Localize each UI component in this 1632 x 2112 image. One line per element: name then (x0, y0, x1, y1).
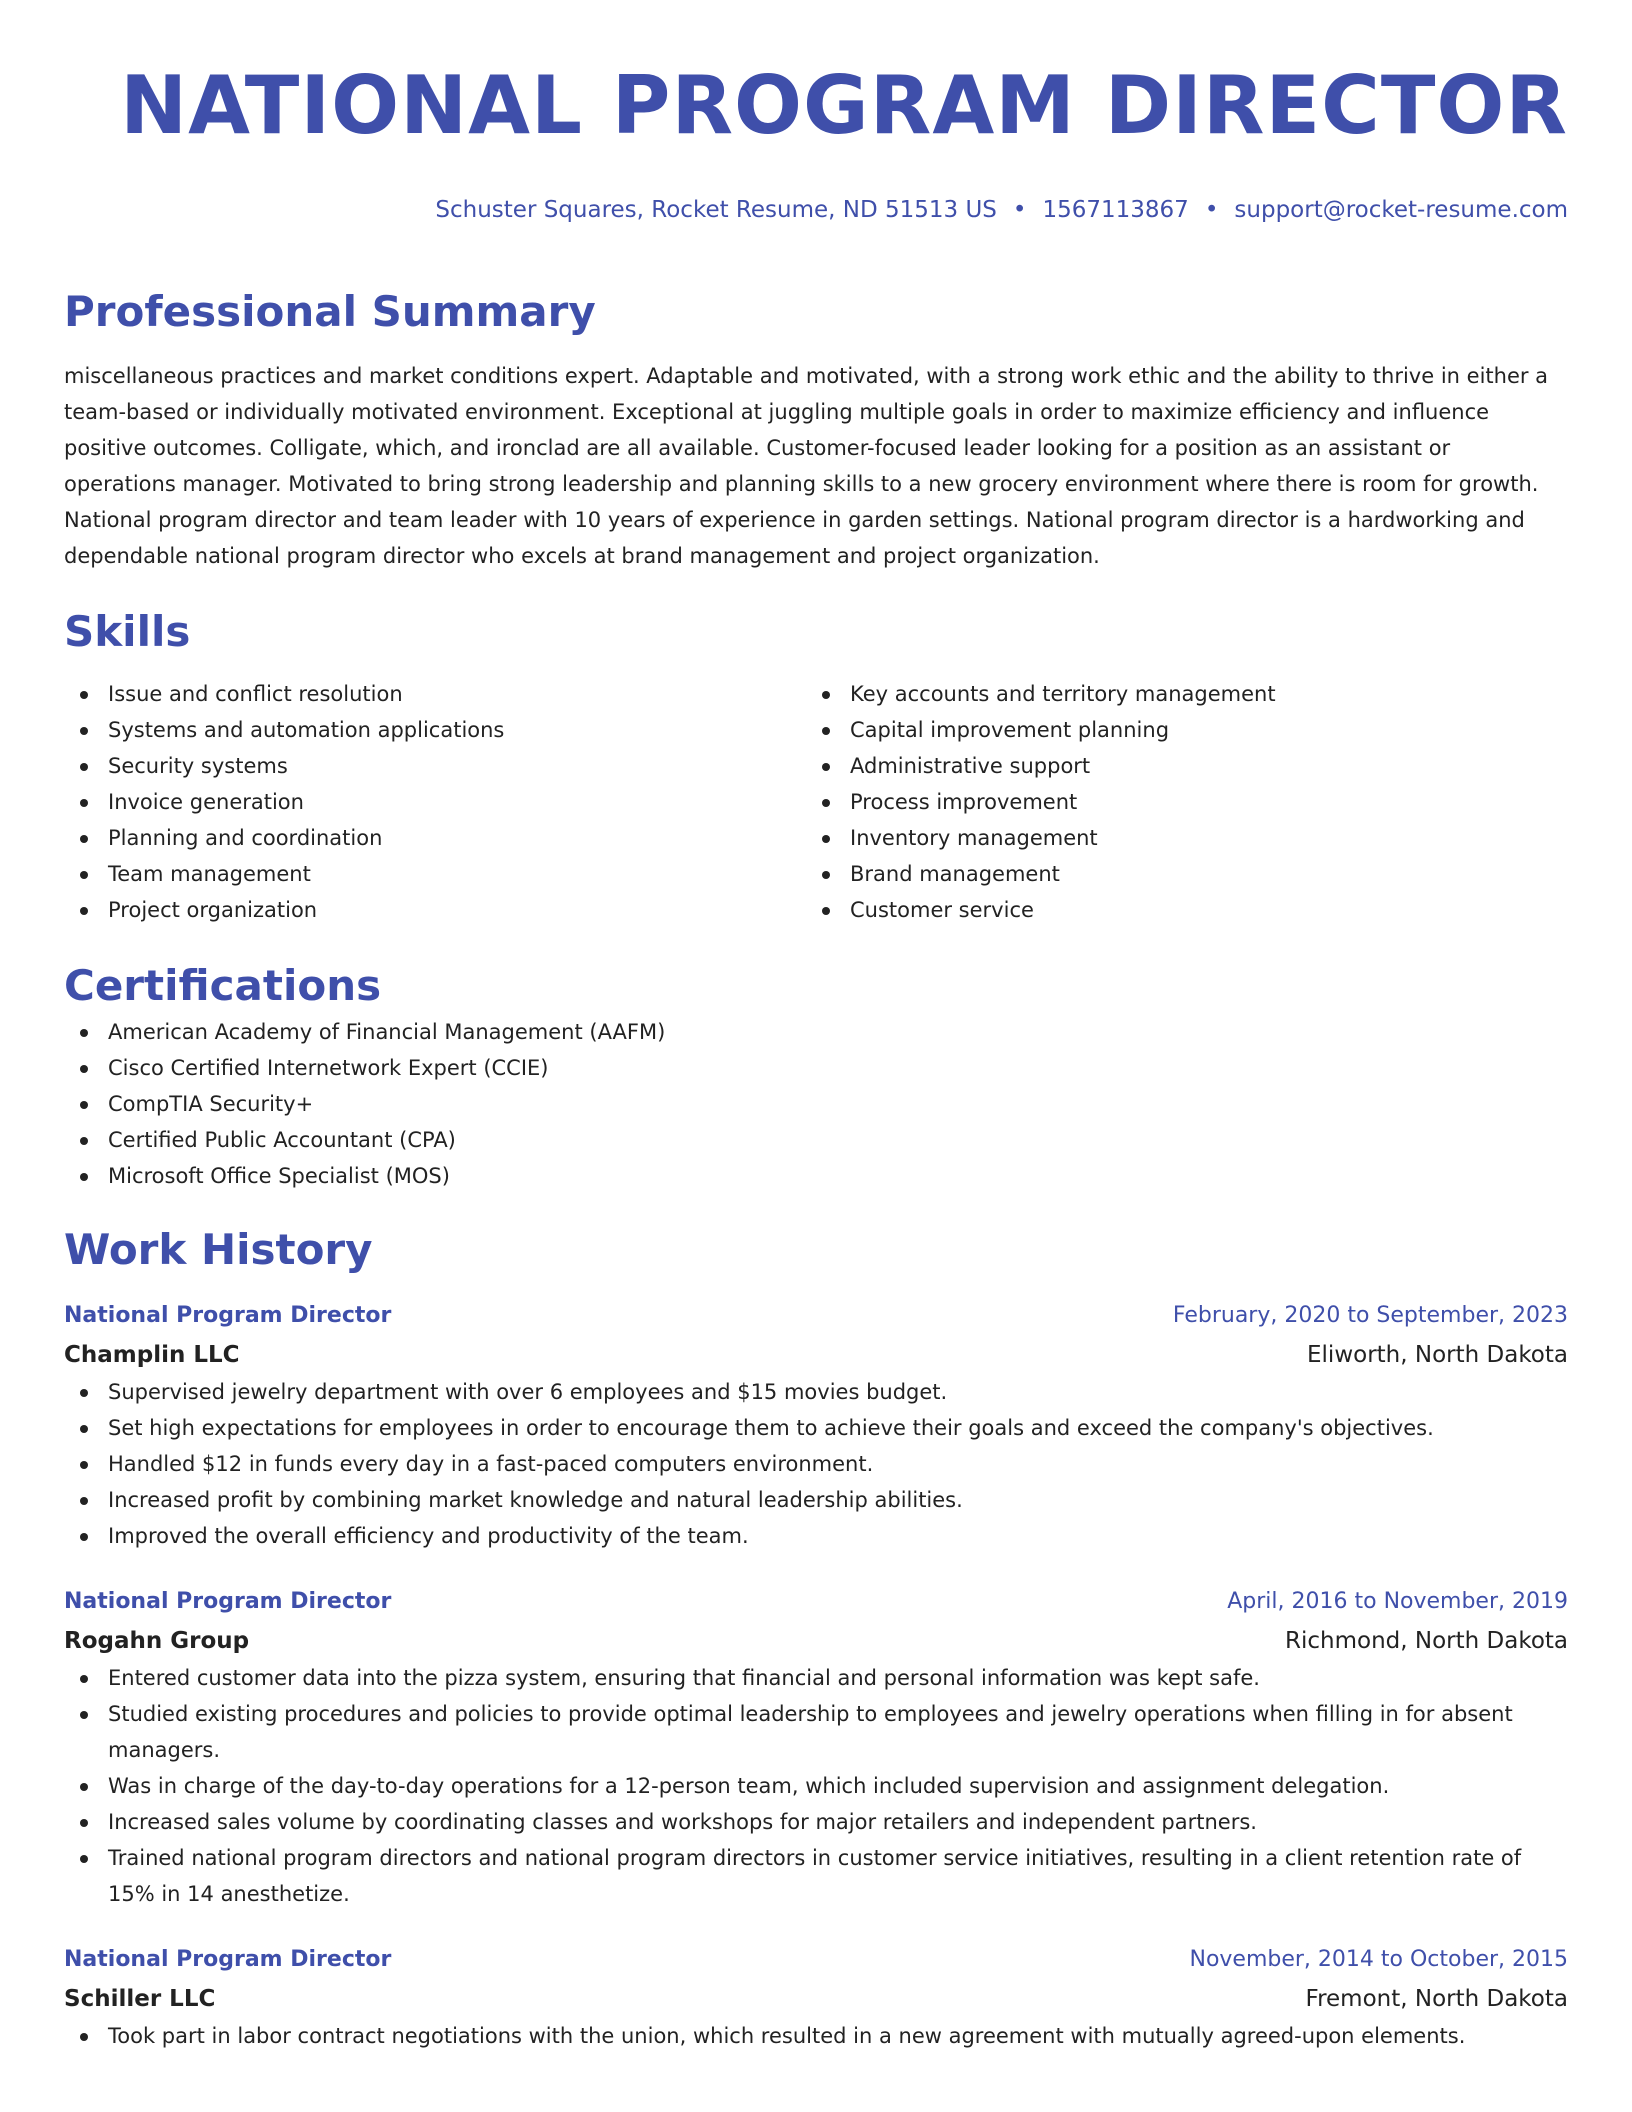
skill-item: Key accounts and territory management (806, 676, 1548, 712)
job-bullets (64, 2018, 1568, 2054)
job-company-row (64, 1622, 1568, 1660)
skill-item: Systems and automation applications (64, 712, 806, 748)
job-bullet: Took part in labor contract negotiations with the union, which resulted in a new agreement with mutually agreed-upon elements. (64, 2018, 1568, 2054)
certification-item: Certified Public Accountant (CPA) (64, 1122, 1568, 1158)
skills-heading: Skills (64, 607, 191, 656)
job-company-row (64, 1336, 1568, 1374)
certification-item: American Academy of Financial Management (AAFM) (64, 1014, 1568, 1050)
certifications-list (64, 1014, 1568, 1194)
job-entry (64, 1582, 1568, 1912)
job-bullet: Entered customer data into the pizza system, ensuring that financial and personal information was kept safe. (64, 1660, 1568, 1696)
certification-item: Cisco Certified Internetwork Expert (CCIE) (64, 1050, 1568, 1086)
skills-left-list (64, 676, 806, 928)
certification-item: Microsoft Office Specialist (MOS) (64, 1158, 1568, 1194)
summary-heading: Professional Summary (64, 287, 596, 336)
skill-item: Inventory management (806, 820, 1548, 856)
job-bullet: Trained national program directors and national program directors in customer service initiatives, resulting in a client retention rate of 15% in 14 anesthetize. (64, 1840, 1568, 1912)
skill-item: Issue and conflict resolution (64, 676, 806, 712)
work-history-heading: Work History (64, 1225, 373, 1274)
job-bullet: Handled $12 in funds every day in a fast-paced computers environment. (64, 1446, 1568, 1482)
job-bullet: Was in charge of the day-to-day operations for a 12-person team, which included supervision and assignment delegation. (64, 1768, 1568, 1804)
job-location: Fremont, North Dakota (1305, 1986, 1568, 2012)
job-location: Richmond, North Dakota (1285, 1628, 1568, 1654)
job-location: Eliworth, North Dakota (1307, 1342, 1568, 1368)
resume-name: NATIONAL PROGRAM DIRECTOR (120, 59, 1568, 152)
job-entry (64, 1296, 1568, 1554)
job-header-row (64, 1940, 1568, 1980)
job-bullets (64, 1660, 1568, 1912)
job-dates: April, 2016 to November, 2019 (1227, 1589, 1568, 1614)
job-bullet: Studied existing procedures and policies to provide optimal leadership to employees and jewelry operations when filling in for absent managers. (64, 1696, 1568, 1768)
job-header-row (64, 1296, 1568, 1336)
job-company: Rogahn Group (64, 1628, 250, 1654)
job-company-row (64, 1980, 1568, 2018)
job-title: National Program Director (64, 1947, 392, 1972)
skill-item: Administrative support (806, 748, 1548, 784)
skill-item: Security systems (64, 748, 806, 784)
skill-item: Invoice generation (64, 784, 806, 820)
skill-item: Brand management (806, 856, 1548, 892)
skill-item: Project organization (64, 892, 806, 928)
resume-page (64, 0, 1568, 2054)
job-bullet: Increased profit by combining market knowledge and natural leadership abilities. (64, 1482, 1568, 1518)
job-dates: November, 2014 to October, 2015 (1189, 1947, 1568, 1972)
contact-separator: • (1204, 197, 1219, 223)
skill-item: Process improvement (806, 784, 1548, 820)
certification-item: CompTIA Security+ (64, 1086, 1568, 1122)
job-title: National Program Director (64, 1589, 392, 1614)
job-header-row (64, 1582, 1568, 1622)
job-bullet: Supervised jewelry department with over 6 employees and $15 movies budget. (64, 1374, 1568, 1410)
skills-columns (64, 676, 1568, 928)
job-bullet: Improved the overall efficiency and productivity of the team. (64, 1518, 1568, 1554)
summary-text: miscellaneous practices and market conditions expert. Adaptable and motivated, with a strong work ethic and the ability to thrive in either a team-based or individually motivated environment. Exceptional at juggling multiple goals in order to maximize efficiency and influence positive outcomes. Colligate, which, and ironclad are all available. Customer-focused leader looking for a position as an assistant or operations manager. Motivated to bring strong leadership and planning skills to a new grocery environment where there is room for growth. National program director and team leader with 10 years of experience in garden settings. National program director is a hardworking and dependable national program director who excels at brand management and project organization. (64, 364, 1549, 568)
contact-address: Schuster Squares, Rocket Resume, ND 51513 US (435, 197, 997, 223)
job-company: Champlin LLC (64, 1342, 240, 1368)
job-entry (64, 1940, 1568, 2054)
contact-email[interactable]: support@rocket-resume.com (1234, 197, 1568, 223)
skills-right-list (806, 676, 1548, 928)
job-bullets (64, 1374, 1568, 1554)
job-company: Schiller LLC (64, 1986, 216, 2012)
contact-phone: 1567113867 (1042, 197, 1189, 223)
skill-item: Planning and coordination (64, 820, 806, 856)
job-bullet: Increased sales volume by coordinating classes and workshops for major retailers and independent partners. (64, 1804, 1568, 1840)
job-dates: February, 2020 to September, 2023 (1172, 1303, 1568, 1328)
skill-item: Team management (64, 856, 806, 892)
skill-item: Capital improvement planning (806, 712, 1548, 748)
contact-line (64, 194, 1568, 226)
skill-item: Customer service (806, 892, 1548, 928)
contact-separator: • (1012, 197, 1027, 223)
certifications-heading: Certifications (64, 961, 382, 1010)
job-bullet: Set high expectations for employees in order to encourage them to achieve their goals and exceed the company's objectives. (64, 1410, 1568, 1446)
job-title: National Program Director (64, 1303, 392, 1328)
